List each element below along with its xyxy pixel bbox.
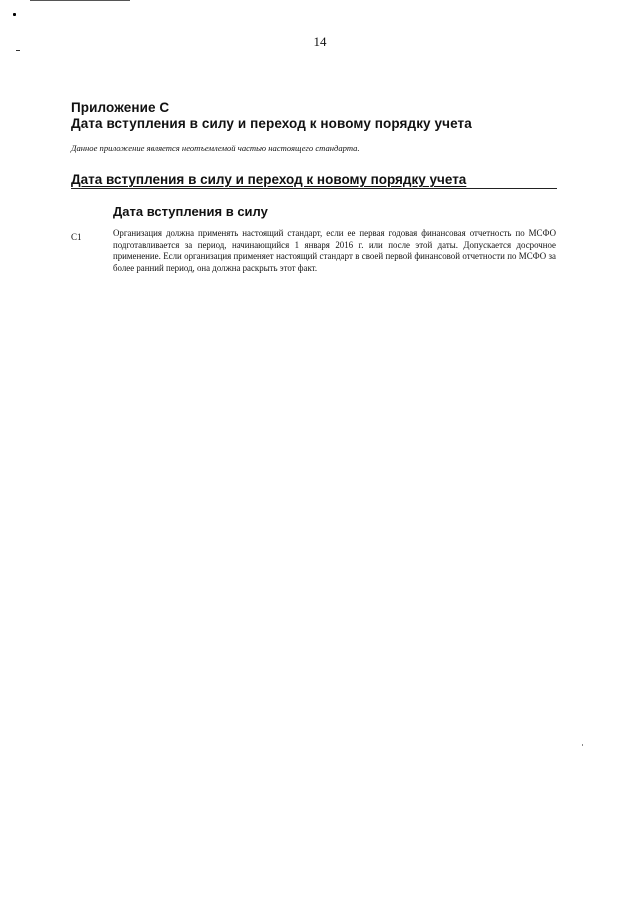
- scan-artifact-dot: [13, 13, 16, 16]
- scan-artifact-line: [30, 0, 130, 1]
- appendix-note: Данное приложение является неотъемлемой частью настоящего стандарта.: [71, 143, 360, 153]
- paragraph-text: Организация должна применять настоящий стандарт, если ее первая годовая финансовая отчетность по МСФО подготавливается за период, начинающийся 1 января 2016 г. или после этой даты. Допускается досрочное применение. Если организация применяет настоящий стандарт в своей первой финансовой отчетности по МСФО за более ранний период, она должна раскрыть этот факт.: [113, 228, 556, 273]
- paragraph-number: С1: [71, 232, 82, 242]
- section-heading: Дата вступления в силу и переход к новому порядку учета: [71, 172, 557, 189]
- scan-artifact-dash: [16, 50, 20, 51]
- scan-artifact-mark: [582, 744, 583, 746]
- page-number: 14: [313, 34, 327, 49]
- appendix-title: [71, 100, 472, 132]
- subsection-heading: Дата вступления в силу: [113, 204, 268, 219]
- appendix-label: Приложение С: [71, 100, 170, 115]
- appendix-heading: Дата вступления в силу и переход к новому порядку учета: [71, 116, 472, 131]
